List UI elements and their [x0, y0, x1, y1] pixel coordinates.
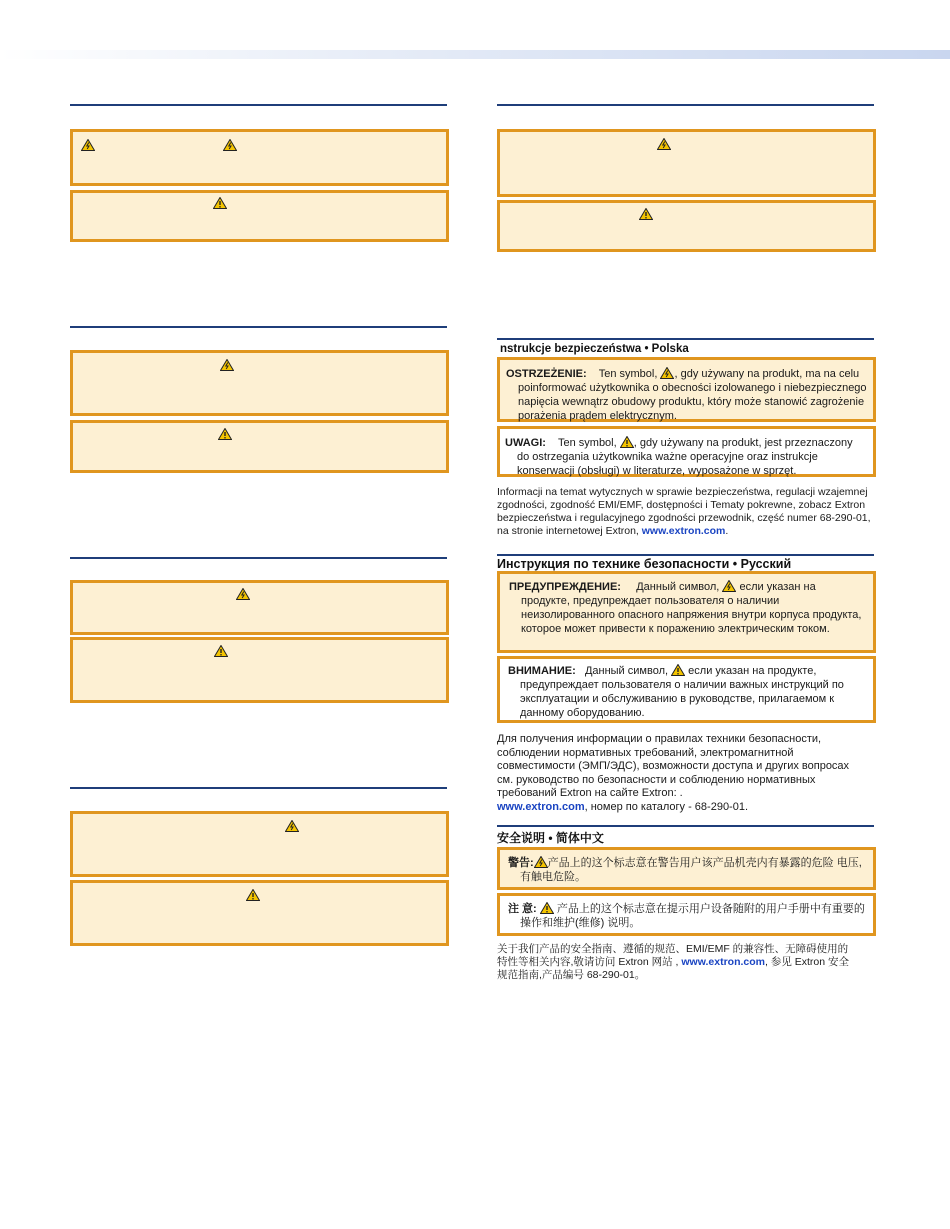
caution-box — [70, 880, 449, 946]
caution-icon — [213, 197, 227, 209]
info-tail: , номер по каталогу - 68-290-01. — [584, 800, 749, 813]
link-tail: . — [725, 525, 729, 537]
caution-body: если указан на продукте, предупреждает пользователя о наличии важных инструкций по эксплуатации и обслуживанию в руководстве, прилагаемом к данному оборудованию. — [520, 665, 844, 719]
electric-warning-icon — [223, 139, 237, 151]
caution-icon — [639, 208, 653, 220]
electric-warning-icon — [657, 138, 671, 150]
warning-text — [507, 580, 865, 636]
extron-link[interactable]: www.extron.com — [641, 525, 726, 537]
caution-box — [70, 190, 449, 242]
section-rule — [497, 104, 874, 106]
caution-text — [506, 664, 865, 720]
info-text: Informacji na temat wytycznych w sprawie bezpieczeństwa, regulacji wzajemnej zgodności, zgodność EMI/EMF, dostępności i Tematy pokrewne, zobacz Extron bezpieczeństwa i regulacyjnego zgodności przewodnik, część numer 68-290-01, na stronie internetowej Extron, — [497, 486, 871, 537]
section-rule — [70, 557, 447, 559]
extron-link[interactable]: www.extron.com — [497, 800, 585, 813]
electric-warning-icon — [534, 856, 548, 868]
caution-icon — [214, 645, 228, 657]
caution-box-polish — [497, 426, 876, 477]
warning-pre: Ten symbol, — [598, 368, 658, 380]
warning-body: , gdy używany na produkt, ma na celu poinformować użytkownika o obecności izolowanego i niebezpiecznego napięcia wewnątrz obudowy produktu, który może stanowić zagrożenie porażenia prądem elektrycznym. — [518, 368, 867, 422]
warning-text — [506, 856, 865, 884]
info-pre: 关于我们产品的安全指南、遵循的规范、EMI/EMF 的兼容性、无障碍使用的特性等相关内容,敬请访问 Extron 网站 , — [497, 943, 849, 968]
electric-warning-icon — [722, 580, 736, 592]
warning-box-polish — [497, 357, 876, 422]
warning-label: ПРЕДУПРЕЖДЕНИЕ: — [509, 581, 621, 593]
caution-text — [506, 902, 865, 930]
warning-label: 警告: — [508, 857, 534, 869]
caution-label: ВНИМАНИЕ: — [508, 665, 576, 677]
warning-text — [507, 367, 867, 423]
info-paragraph-russian — [497, 733, 867, 814]
info-text: Для получения информации о правилах техники безопасности, соблюдении нормативных требований, электромагнитной совместимости (ЭМП/ЭДС), возможности доступа и других вопросах см. руководство по безопасности и соблюдению нормативных требований Extron на сайте Extron: . — [497, 733, 850, 799]
caution-box-chinese — [497, 893, 876, 936]
caution-box — [70, 420, 449, 473]
warning-box — [497, 129, 876, 197]
warning-box — [70, 129, 449, 186]
caution-icon — [218, 428, 232, 440]
caution-icon — [671, 664, 685, 676]
electric-warning-icon — [285, 820, 299, 832]
caution-label: UWAGI: — [505, 437, 546, 449]
section-title-russian: Инструкция по технике безопасности • Русский — [497, 557, 792, 571]
warning-pre: Данный символ, — [636, 581, 720, 593]
caution-text — [506, 436, 867, 478]
header-gradient-bar — [0, 50, 950, 59]
caution-label: 注 意: — [508, 903, 537, 915]
electric-warning-icon — [236, 588, 250, 600]
section-rule — [70, 326, 447, 328]
info-paragraph-polish — [497, 486, 875, 538]
extron-link[interactable]: www.extron.com — [681, 956, 765, 968]
warning-box-russian — [497, 571, 876, 653]
caution-body: , gdy używany na produkt, jest przeznaczony do ostrzegania użytkownika ważne operacyjne oraz instrukcje konserwacji (obsługi) w literaturze, wyposażone w sprzęt. — [517, 437, 853, 477]
electric-warning-icon — [81, 139, 95, 151]
warning-label: OSTRZEŻENIE: — [506, 368, 587, 380]
section-rule — [70, 104, 447, 106]
section-rule — [70, 787, 447, 789]
caution-pre: Ten symbol, — [557, 437, 617, 449]
caution-pre: Данный символ, — [584, 665, 669, 677]
warning-box-chinese — [497, 847, 876, 890]
electric-warning-icon — [220, 359, 234, 371]
electric-warning-icon — [660, 367, 674, 379]
caution-box — [70, 637, 449, 703]
section-title-polish: nstrukcje bezpieczeństwa • Polska — [500, 343, 689, 355]
section-title-chinese: 安全说明 • 简体中文 — [497, 831, 604, 845]
info-post: , 参见 Extron 安全规范指南,产品编号 68-290-01。 — [497, 956, 850, 981]
caution-box-russian — [497, 656, 876, 723]
info-paragraph-chinese — [497, 943, 857, 982]
caution-icon — [540, 902, 554, 914]
caution-icon — [620, 436, 634, 448]
section-rule — [497, 825, 874, 827]
section-rule — [497, 554, 874, 556]
caution-body: 产品上的这个标志意在提示用户设备随附的用户手册中有重要的操作和维护(维修) 说明。 — [520, 903, 865, 929]
warning-box — [70, 350, 449, 416]
section-rule — [497, 338, 874, 340]
warning-body: 产品上的这个标志意在警告用户该产品机壳内有暴露的危险 电压,有触电危险。 — [520, 857, 862, 883]
warning-body: если указан на продукте, предупреждает пользователя о наличии неизолированного опасного напряжения внутри корпуса продукта, которое может привести к поражению электрическим током. — [521, 581, 862, 635]
caution-box — [497, 200, 876, 252]
warning-box — [70, 811, 449, 877]
warning-box — [70, 580, 449, 635]
caution-icon — [246, 889, 260, 901]
